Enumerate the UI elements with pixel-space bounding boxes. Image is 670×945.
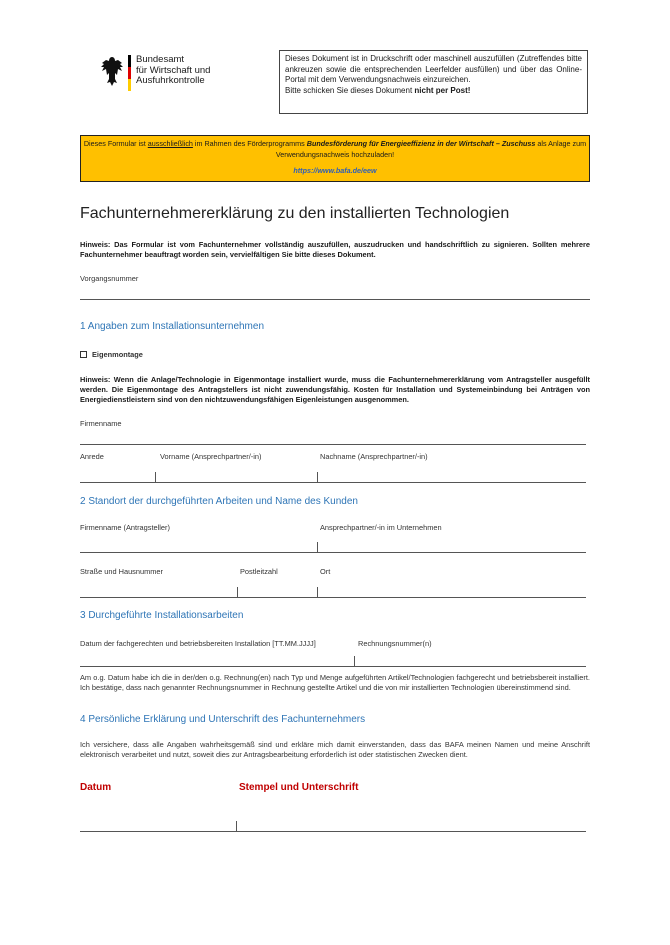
field-divider: [155, 472, 156, 482]
section1-heading: 1 Angaben zum Installationsunternehmen: [80, 321, 265, 332]
rechnungsnummer-label: Rechnungsnummer(n): [358, 639, 432, 648]
field-divider: [317, 587, 318, 597]
vorname-label: Vorname (Ansprechpartner/-in): [160, 452, 262, 461]
strasse-label: Straße und Hausnummer: [80, 567, 163, 576]
agency-line: Ausfuhrkontrolle: [136, 75, 205, 86]
program-text-3: als Anlage zum Verwendungsnachweis hochzuladen!: [275, 139, 587, 159]
program-name: Bundesförderung für Energieeffizienz in der Wirtschaft – Zuschuss: [306, 139, 536, 148]
section3-statement: Am o.g. Datum habe ich die in der/den o.g. Rechnung(en) nach Typ und Menge aufgeführten Artikel/Technologien fachgerecht und betriebsbereit installiert. Ich bestätige, dass nach genannter Rechnungsnummer in Rechnung gestellte Artikel und die von mir installierten Technologien übereinstimmend sind.: [80, 673, 590, 692]
agency-line: Bundesamt: [136, 54, 185, 65]
vorgangsnummer-label: Vorgangsnummer: [80, 274, 139, 283]
kunde-firmenname-label: Firmenname (Antragsteller): [80, 523, 170, 532]
notice-text: Dieses Dokument ist in Druckschrift oder maschinell auszufüllen (Zutreffendes bitte ankreuzen sowie die entsprechenden Leerfelder ausfüllen) und über das Online-Portal mit dem Verwendungsnachweis einzureichen.: [285, 54, 582, 85]
agency-line: für Wirtschaft und: [136, 64, 211, 76]
program-box: [80, 135, 590, 182]
vorgangsnummer-field[interactable]: [80, 299, 590, 300]
section2-heading: 2 Standort der durchgeführten Arbeiten und Name des Kunden: [80, 496, 358, 507]
intro-hint: Hinweis: Das Formular ist vom Fachunternehmer vollständig auszufüllen, auszudrucken und handschriftlich zu signieren. Sollten mehrere Fachunternehmer beauftragt worden sein, vervielfältigen Sie bitte dieses Dokument.: [80, 240, 590, 259]
strasse-field[interactable]: [80, 597, 237, 598]
signature-field[interactable]: [236, 831, 586, 832]
instruction-notice: [279, 50, 588, 114]
ort-field[interactable]: [317, 597, 586, 598]
eigenmontage-checkbox[interactable]: [80, 351, 87, 358]
firmenname-label: Firmenname: [80, 419, 122, 428]
eigenmontage-label: Eigenmontage: [92, 350, 143, 359]
field-divider: [317, 472, 318, 482]
firmenname-field[interactable]: [80, 444, 586, 445]
anrede-label: Anrede: [80, 452, 104, 461]
bafa-logo: [100, 55, 230, 95]
section4-heading: 4 Persönliche Erklärung und Unterschrift des Fachunternehmers: [80, 714, 366, 725]
nachname-field[interactable]: [317, 482, 586, 483]
plz-label: Postleitzahl: [240, 567, 278, 576]
field-divider: [354, 656, 355, 666]
notice-post-bold: nicht per Post!: [414, 85, 471, 95]
program-url-link[interactable]: https://www.bafa.de/eew: [293, 166, 377, 175]
anrede-field[interactable]: [80, 482, 155, 483]
program-text-1: Dieses Formular ist: [83, 139, 148, 148]
notice-post-prefix: Bitte schicken Sie dieses Dokument: [285, 85, 415, 95]
installation-datum-field[interactable]: [80, 666, 354, 667]
federal-eagle-icon: [100, 55, 124, 89]
program-underlined: ausschließlich: [147, 139, 193, 148]
field-divider: [237, 587, 238, 597]
flag-bar: [128, 55, 131, 91]
agency-name: [136, 55, 210, 87]
stempel-label: Stempel und Unterschrift: [239, 782, 359, 793]
datum-label: Datum: [80, 782, 112, 793]
rechnungsnummer-field[interactable]: [354, 666, 586, 667]
kunde-firmenname-field[interactable]: [80, 552, 317, 553]
section3-heading: 3 Durchgeführte Installationsarbeiten: [80, 610, 244, 621]
vorname-field[interactable]: [155, 482, 317, 483]
ort-label: Ort: [320, 567, 331, 576]
kunde-ansprechpartner-label: Ansprechpartner/-in im Unternehmen: [320, 523, 442, 532]
section4-statement: Ich versichere, dass alle Angaben wahrheitsgemäß sind und erkläre mich damit einverstanden, dass das BAFA meinen Namen und meine Anschrift elektronisch verarbeitet und nutzt, soweit dies zur Antragsbearbeitung erforderlich ist oder statistischen Zwecken dient.: [80, 740, 590, 759]
kunde-ansprechpartner-field[interactable]: [317, 552, 586, 553]
program-text-2: im Rahmen des Förderprogramms: [192, 139, 307, 148]
plz-field[interactable]: [237, 597, 317, 598]
signature-datum-field[interactable]: [80, 831, 236, 832]
section1-hint: Hinweis: Wenn die Anlage/Technologie in Eigenmontage installiert wurde, muss die Fachunternehmererklärung vom Antragsteller ausgefüllt werden. Die Eigenmontage des Antragstellers ist nicht zuwendungsfähig. Kosten für Installation und Systemeinbindung bei Anträgen von Energiedienstleistern sind von den nichtzuwendungsfähigen Eigenleistungen ausgenommen.: [80, 375, 590, 404]
page-title: Fachunternehmererklärung zu den installierten Technologien: [80, 205, 510, 222]
field-divider: [317, 542, 318, 552]
field-divider: [236, 821, 237, 831]
nachname-label: Nachname (Ansprechpartner/-in): [320, 452, 428, 461]
installation-datum-label: Datum der fachgerechten und betriebsbereiten Installation [TT.MM.JJJJ]: [80, 639, 316, 648]
